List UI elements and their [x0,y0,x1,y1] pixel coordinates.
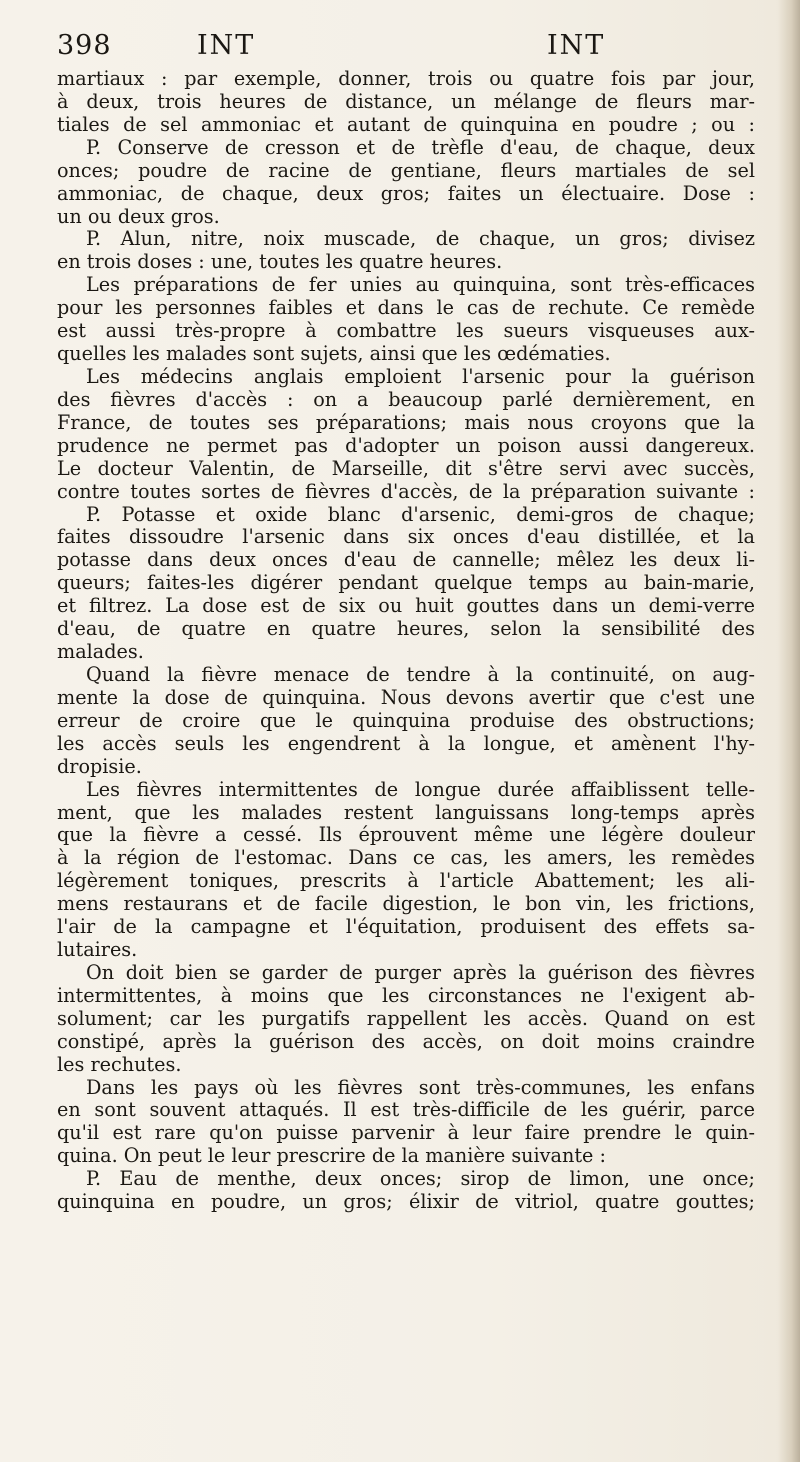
text-line: P. Potasse et oxide blanc d'arsenic, demi-gros de chaque; [86,503,755,526]
text-line: dropisie. [57,755,142,778]
text-line: qu'il est rare qu'on puisse parvenir à leur faire prendre le quin- [57,1122,755,1145]
text-line: Quand la fièvre menace de tendre à la continuité, on aug- [86,663,755,686]
text-line: quina. On peut le leur prescrire de la manière suivante : [57,1145,606,1168]
text-line: légèrement toniques, prescrits à l'article Abattement; les ali- [57,870,755,893]
text-line: prudence ne permet pas d'adopter un poison aussi dangereux. [57,434,755,457]
text-line: On doit bien se garder de purger après la guérison des fièvres [86,961,755,984]
page-number: 398 [57,30,112,61]
text-line: constipé, après la guérison des accès, on doit moins craindre [57,1030,755,1053]
text-line: Les médecins anglais emploient l'arsenic pour la guérison [86,365,755,388]
text-line: et filtrez. La dose est de six ou huit gouttes dans un demi-verre [57,595,755,618]
text-line: quelles les malades sont sujets, ainsi que les œdématies. [57,343,611,366]
text-line: d'eau, de quatre en quatre heures, selon la sensibilité des [57,618,755,641]
text-line: un ou deux gros. [57,205,220,228]
text-line: Les fièvres intermittentes de longue durée affaiblissent telle- [86,778,755,801]
page-header [57,30,752,70]
text-line: mens restaurans et de facile digestion, le bon vin, les frictions, [57,893,755,916]
text-line: P. Eau de menthe, deux onces; sirop de limon, une once; [86,1168,755,1191]
text-line: Les préparations de fer unies au quinquina, sont très-efficaces [86,274,755,297]
text-line: les rechutes. [57,1053,182,1076]
text-line: l'air de la campagne et l'équitation, produisent des effets sa- [57,916,755,939]
text-line: P. Conserve de cresson et de trèfle d'eau, de chaque, deux [86,136,755,159]
text-line: erreur de croire que le quinquina produise des obstructions; [57,709,755,732]
text-line: Dans les pays où les fièvres sont très-communes, les enfans [86,1076,755,1099]
text-line: les accès seuls les engendrent à la longue, et amènent l'hy- [57,732,755,755]
text-line: malades. [57,641,144,664]
text-line: France, de toutes ses préparations; mais nous croyons que la [57,411,755,434]
text-line: que la fièvre a cessé. Ils éprouvent même une légère douleur [57,824,755,847]
text-line: contre toutes sortes de fièvres d'accès, de la préparation suivante : [57,480,755,503]
text-line: martiaux : par exemple, donner, trois ou quatre fois par jour, [57,68,755,90]
text-line: Le docteur Valentin, de Marseille, dit s'être servi avec succès, [57,457,755,480]
text-line: en trois doses : une, toutes les quatre heures. [57,251,503,274]
text-line: onces; poudre de racine de gentiane, fleurs martiales de sel [57,159,755,182]
text-line: à deux, trois heures de distance, un mélange de fleurs mar- [57,90,755,113]
text-line: à la région de l'estomac. Dans ce cas, les amers, les remèdes [57,847,755,870]
text-line: ammoniac, de chaque, deux gros; faites un électuaire. Dose : [57,182,755,205]
text-line: lutaires. [57,939,138,962]
running-head-left: INT [197,30,256,61]
body-text [57,68,755,1214]
page-edge-shadow [778,0,800,1462]
text-line: des fièvres d'accès : on a beaucoup parlé dernièrement, en [57,388,755,411]
text-line: est aussi très-propre à combattre les sueurs visqueuses aux- [57,320,755,343]
text-line: solument; car les purgatifs rappellent les accès. Quand on est [57,1007,755,1030]
text-line: tiales de sel ammoniac et autant de quinquina en poudre ; ou : [57,113,755,136]
text-line: en sont souvent attaqués. Il est très-difficile de les guérir, parce [57,1099,755,1122]
text-line: queurs; faites-les digérer pendant quelque temps au bain-marie, [57,572,755,595]
text-line: mente la dose de quinquina. Nous devons avertir que c'est une [57,686,755,709]
text-line: intermittentes, à moins que les circonstances ne l'exigent ab- [57,984,755,1007]
text-line: potasse dans deux onces d'eau de cannelle; mêlez les deux li- [57,549,755,572]
text-line: ment, que les malades restent languissans long-temps après [57,801,755,824]
text-line: P. Alun, nitre, noix muscade, de chaque, un gros; divisez [86,228,755,251]
text-line: pour les personnes faibles et dans le cas de rechute. Ce remède [57,297,755,320]
text-line: quinquina en poudre, un gros; élixir de vitriol, quatre gouttes; [57,1191,755,1214]
text-line: faites dissoudre l'arsenic dans six onces d'eau distillée, et la [57,526,755,549]
running-head-right: INT [547,30,606,61]
